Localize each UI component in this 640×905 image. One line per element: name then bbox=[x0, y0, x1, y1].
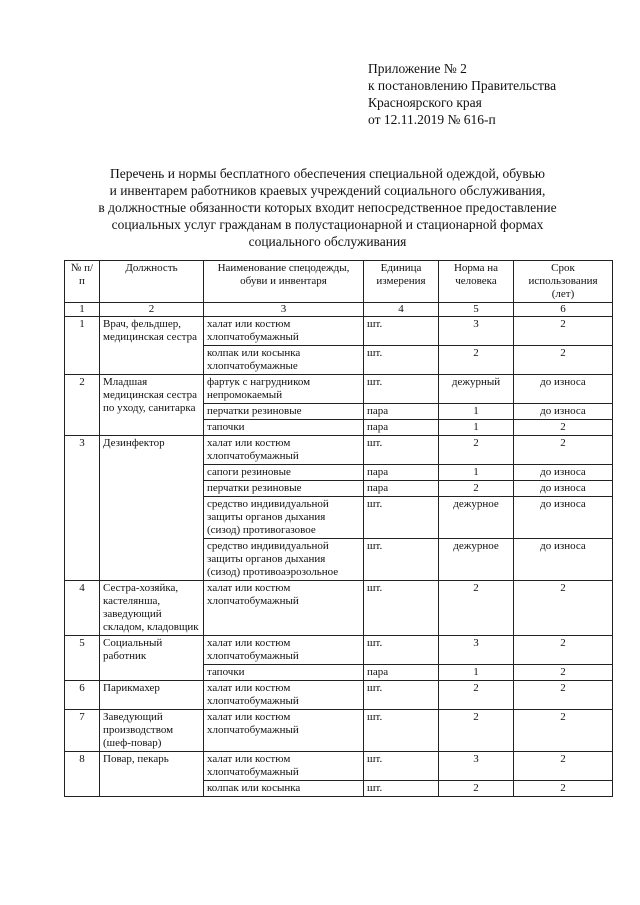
row-item: средство индивидуальной защиты органов дыхания (сизод) противогазовое bbox=[204, 497, 364, 539]
row-unit: шт. bbox=[364, 497, 439, 539]
row-number: 7 bbox=[65, 710, 100, 752]
row-term: 2 bbox=[514, 420, 613, 436]
title-line: социальных услуг гражданам в полустационарной и стационарной формах bbox=[111, 217, 544, 232]
row-position: Парикмахер bbox=[100, 681, 204, 710]
header-unit: Единица измерения bbox=[364, 261, 439, 303]
row-term: 2 bbox=[514, 710, 613, 752]
row-term: 2 bbox=[514, 346, 613, 375]
row-item: халат или костюм хлопчатобумажный bbox=[204, 581, 364, 636]
row-norm: 2 bbox=[439, 346, 514, 375]
row-term: 2 bbox=[514, 636, 613, 665]
table-row bbox=[65, 375, 613, 404]
row-unit: пара bbox=[364, 665, 439, 681]
row-unit: шт. bbox=[364, 636, 439, 665]
row-item: сапоги резиновые bbox=[204, 465, 364, 481]
row-term: до износа bbox=[514, 481, 613, 497]
table-row bbox=[65, 752, 613, 781]
row-term: 2 bbox=[514, 781, 613, 797]
row-item: колпак или косынка bbox=[204, 781, 364, 797]
row-number: 1 bbox=[65, 317, 100, 375]
row-item: халат или костюм хлопчатобумажный bbox=[204, 317, 364, 346]
row-position: Сестра-хозяйка, кастелянша, заведующий складом, кладовщик bbox=[100, 581, 204, 636]
header-num: № п/п bbox=[65, 261, 100, 303]
row-unit: шт. bbox=[364, 752, 439, 781]
row-norm: 3 bbox=[439, 752, 514, 781]
row-unit: пара bbox=[364, 465, 439, 481]
row-item: колпак или косынка хлопчатобумажные bbox=[204, 346, 364, 375]
row-term: до износа bbox=[514, 404, 613, 420]
table-row bbox=[65, 317, 613, 346]
row-norm: 2 bbox=[439, 781, 514, 797]
row-term: 2 bbox=[514, 581, 613, 636]
table-row bbox=[65, 710, 613, 752]
col-number: 4 bbox=[364, 303, 439, 317]
table-body bbox=[65, 317, 613, 797]
table-row bbox=[65, 436, 613, 465]
col-number: 1 bbox=[65, 303, 100, 317]
norms-table bbox=[64, 260, 613, 797]
row-item: перчатки резиновые bbox=[204, 481, 364, 497]
row-norm: 1 bbox=[439, 465, 514, 481]
row-item: фартук с нагрудником непромокаемый bbox=[204, 375, 364, 404]
row-number: 8 bbox=[65, 752, 100, 797]
title-line: социального обслуживания bbox=[248, 234, 407, 249]
row-term: 2 bbox=[514, 665, 613, 681]
row-position: Социальный работник bbox=[100, 636, 204, 681]
row-position: Дезинфектор bbox=[100, 436, 204, 581]
header-item: Наименование спецодежды, обуви и инвентаря bbox=[204, 261, 364, 303]
row-norm: дежурное bbox=[439, 497, 514, 539]
header-norm: Норма на человека bbox=[439, 261, 514, 303]
table-row bbox=[65, 681, 613, 710]
row-norm: дежурное bbox=[439, 539, 514, 581]
row-norm: 3 bbox=[439, 636, 514, 665]
row-unit: шт. bbox=[364, 539, 439, 581]
row-term: 2 bbox=[514, 436, 613, 465]
appendix-region: Красноярского края bbox=[368, 95, 482, 110]
header-row bbox=[65, 261, 613, 303]
table-row bbox=[65, 581, 613, 636]
row-item: тапочки bbox=[204, 665, 364, 681]
row-item: халат или костюм хлопчатобумажный bbox=[204, 636, 364, 665]
row-unit: шт. bbox=[364, 581, 439, 636]
row-item: перчатки резиновые bbox=[204, 404, 364, 420]
row-position: Повар, пекарь bbox=[100, 752, 204, 797]
row-unit: пара bbox=[364, 481, 439, 497]
row-item: халат или костюм хлопчатобумажный bbox=[204, 681, 364, 710]
row-position: Заведующий производством (шеф-повар) bbox=[100, 710, 204, 752]
row-number: 6 bbox=[65, 681, 100, 710]
row-norm: 2 bbox=[439, 681, 514, 710]
row-term: до износа bbox=[514, 375, 613, 404]
row-term: до износа bbox=[514, 465, 613, 481]
row-norm: 2 bbox=[439, 436, 514, 465]
row-norm: дежурный bbox=[439, 375, 514, 404]
col-number: 2 bbox=[100, 303, 204, 317]
row-norm: 2 bbox=[439, 481, 514, 497]
appendix-number: Приложение № 2 bbox=[368, 61, 467, 76]
row-term: 2 bbox=[514, 317, 613, 346]
row-position: Врач, фельдшер, медицинская сестра bbox=[100, 317, 204, 375]
row-norm: 2 bbox=[439, 710, 514, 752]
column-number-row bbox=[65, 303, 613, 317]
row-item: халат или костюм хлопчатобумажный bbox=[204, 436, 364, 465]
document-title bbox=[40, 165, 615, 250]
row-term: 2 bbox=[514, 752, 613, 781]
row-number: 5 bbox=[65, 636, 100, 681]
header-position: Должность bbox=[100, 261, 204, 303]
row-unit: шт. bbox=[364, 317, 439, 346]
row-unit: шт. bbox=[364, 781, 439, 797]
row-norm: 1 bbox=[439, 665, 514, 681]
row-unit: шт. bbox=[364, 436, 439, 465]
row-item: халат или костюм хлопчатобумажный bbox=[204, 710, 364, 752]
row-norm: 1 bbox=[439, 404, 514, 420]
row-unit: пара bbox=[364, 420, 439, 436]
row-unit: шт. bbox=[364, 375, 439, 404]
row-unit: пара bbox=[364, 404, 439, 420]
title-line: в должностные обязанности которых входит непосредственное предоставление bbox=[98, 200, 557, 215]
row-norm: 2 bbox=[439, 581, 514, 636]
title-line: и инвентарем работников краевых учреждений социального обслуживания, bbox=[109, 183, 546, 198]
appendix-reference: к постановлению Правительства bbox=[368, 78, 557, 93]
row-term: до износа bbox=[514, 539, 613, 581]
col-number: 5 bbox=[439, 303, 514, 317]
row-position: Младшая медицинская сестра по уходу, санитарка bbox=[100, 375, 204, 436]
row-number: 4 bbox=[65, 581, 100, 636]
row-item: средство индивидуальной защиты органов дыхания (сизод) противоаэрозольное bbox=[204, 539, 364, 581]
row-norm: 1 bbox=[439, 420, 514, 436]
col-number: 6 bbox=[514, 303, 613, 317]
row-number: 3 bbox=[65, 436, 100, 581]
row-number: 2 bbox=[65, 375, 100, 436]
header-term: Срок использования (лет) bbox=[514, 261, 613, 303]
row-item: тапочки bbox=[204, 420, 364, 436]
row-item: халат или костюм хлопчатобумажный bbox=[204, 752, 364, 781]
table-row bbox=[65, 636, 613, 665]
row-term: до износа bbox=[514, 497, 613, 539]
row-unit: шт. bbox=[364, 346, 439, 375]
row-norm: 3 bbox=[439, 317, 514, 346]
appendix-date: от 12.11.2019 № 616-п bbox=[368, 112, 496, 127]
col-number: 3 bbox=[204, 303, 364, 317]
row-term: 2 bbox=[514, 681, 613, 710]
appendix-header bbox=[368, 60, 556, 128]
title-line: Перечень и нормы бесплатного обеспечения специальной одеждой, обувью bbox=[110, 166, 545, 181]
row-unit: шт. bbox=[364, 710, 439, 752]
row-unit: шт. bbox=[364, 681, 439, 710]
